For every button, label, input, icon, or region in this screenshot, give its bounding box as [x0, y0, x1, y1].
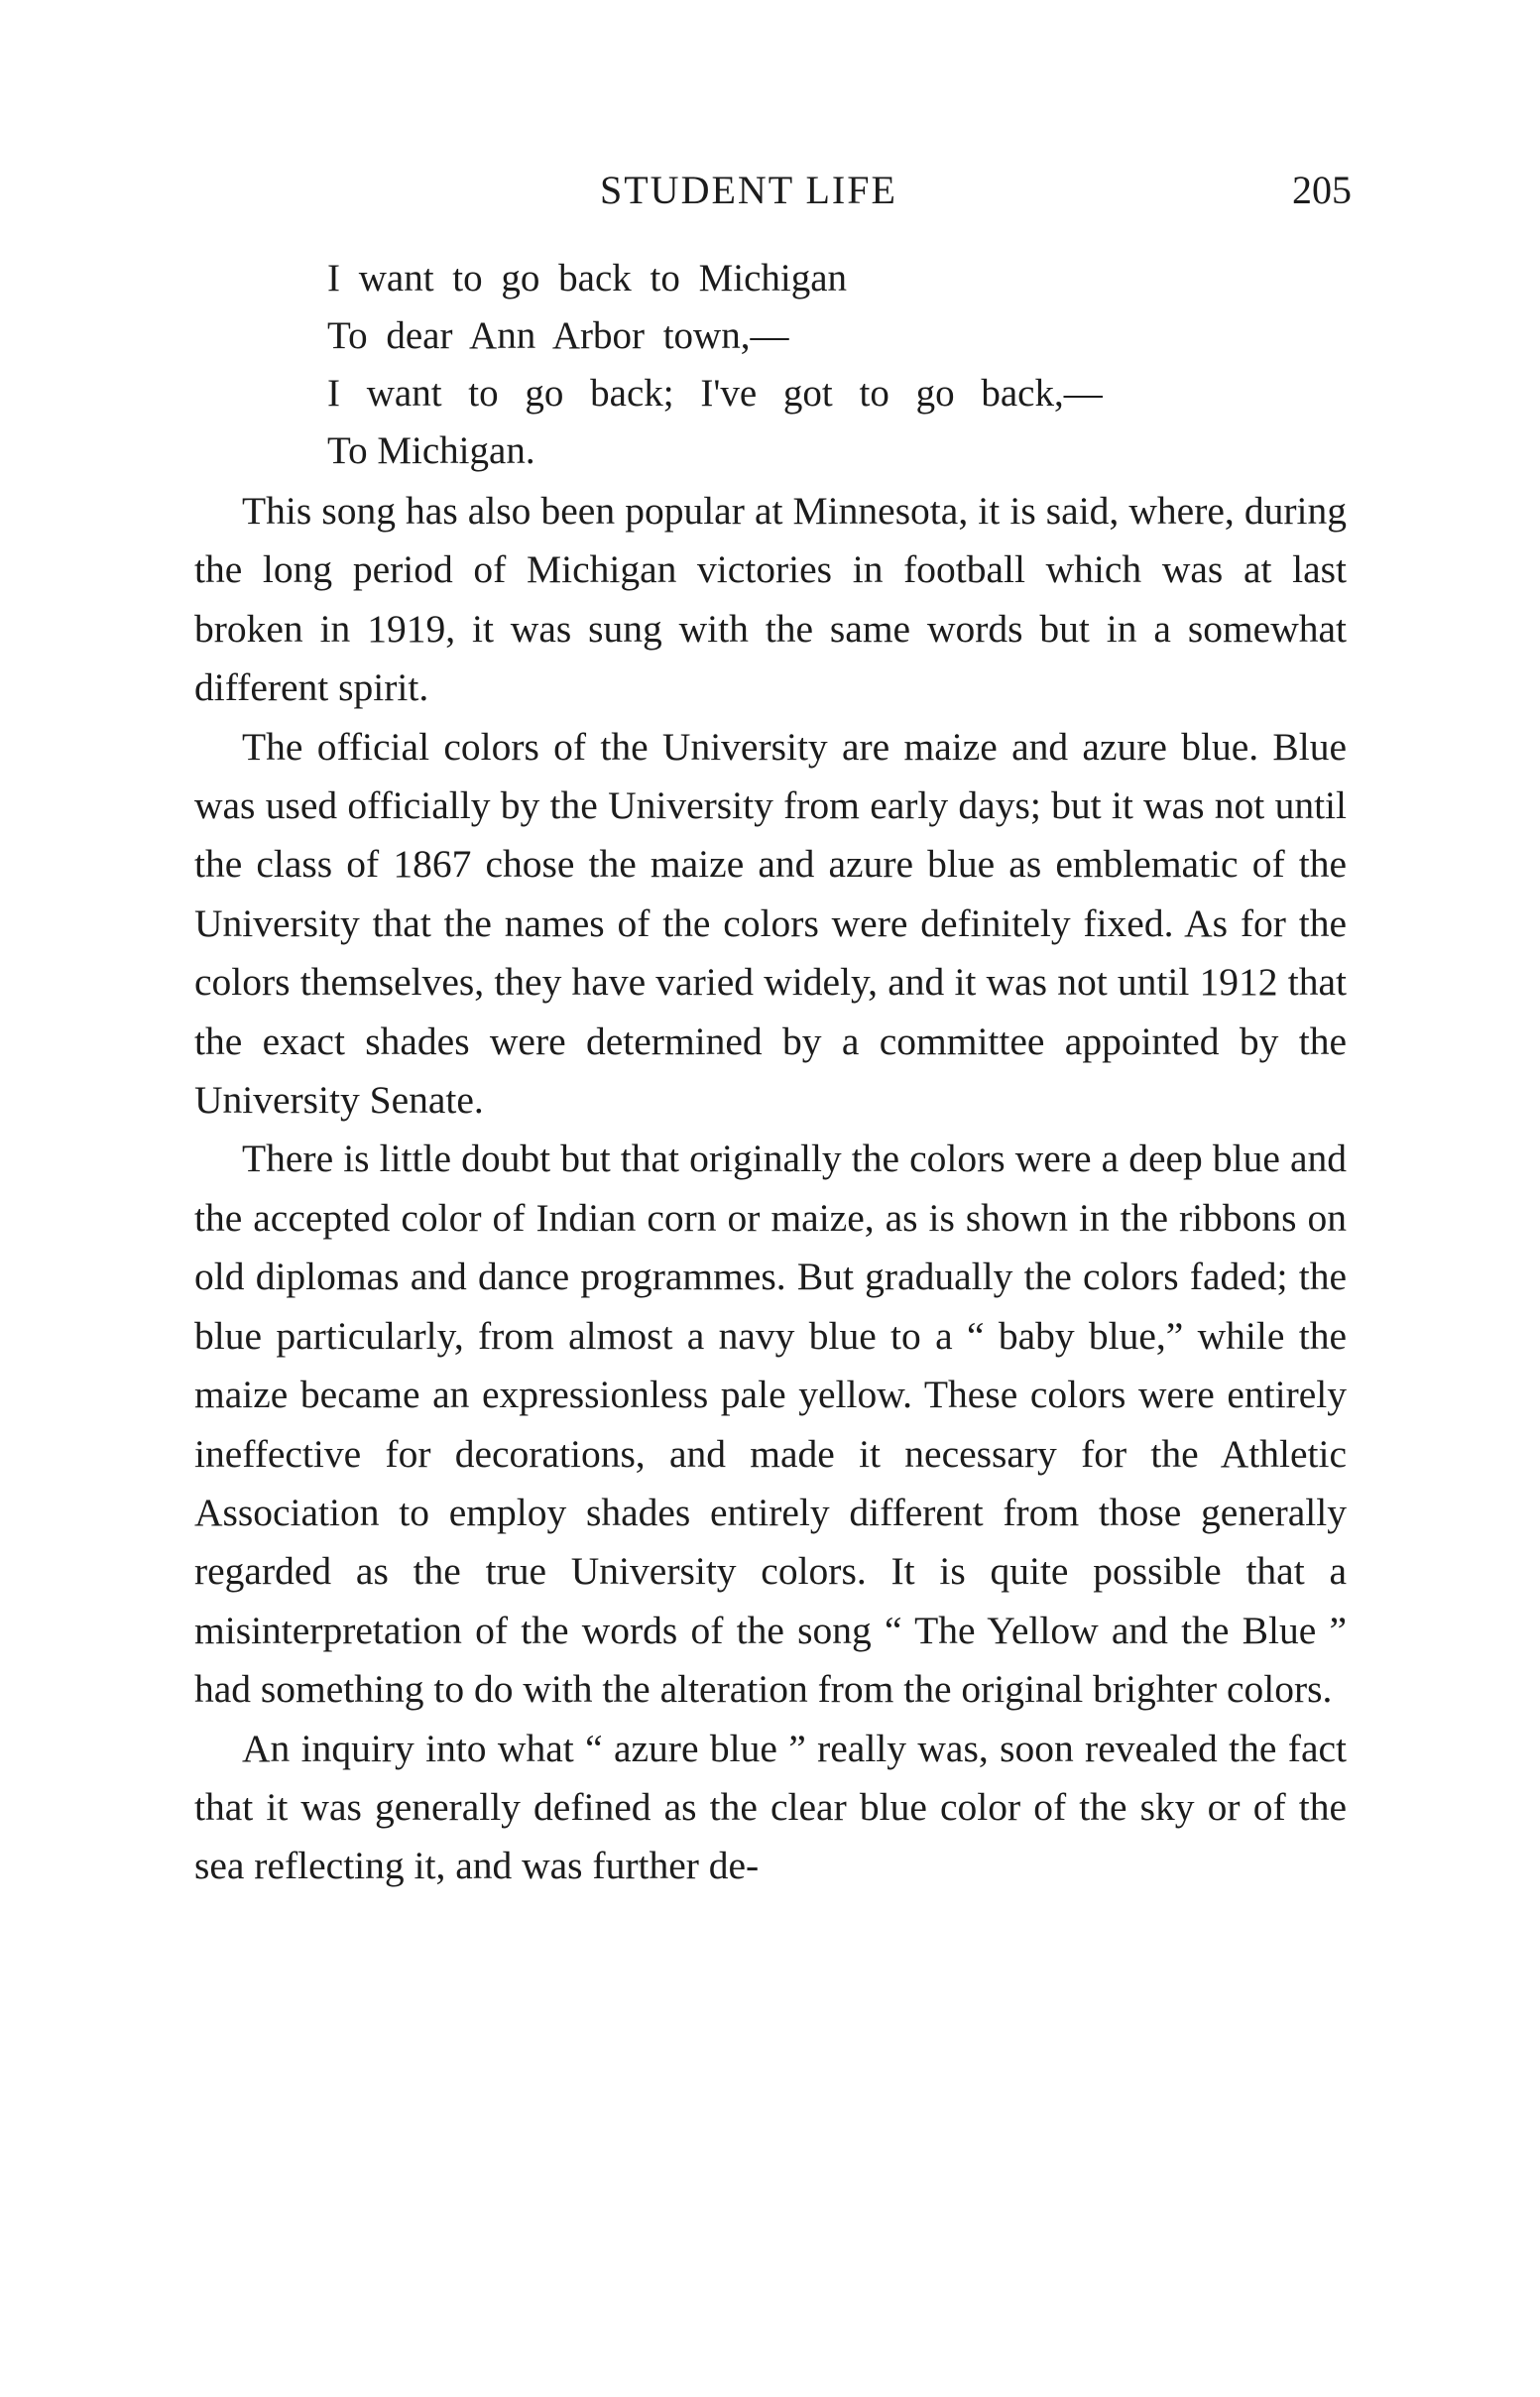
body-text [194, 482, 1347, 1896]
verse-line: I want to go back to Michigan [327, 257, 848, 300]
song-verse [327, 250, 1220, 480]
paragraph: This song has also been popular at Minnesota, it is said, where, during the long period of Michigan victories in football which was at last broken in 1919, it was sung with the same words but in a somewhat different spirit. [194, 489, 1347, 710]
verse-line: To dear Ann Arbor town,— [327, 314, 789, 357]
paragraph: The official colors of the University are maize and azure blue. Blue was used officially by the University from early days; but it was not until the class of 1867 chose the maize and azure blue as emblematic of the University that the names of the colors were definitely fixed. As for the colors themselves, they have varied widely, and it was not until 1912 that the exact shades were determined by a committee appointed by the University Senate. [194, 724, 1347, 1123]
verse-line: I want to go back; I've got to go back,— [327, 372, 1103, 415]
verse-line: To Michigan. [327, 429, 535, 472]
paragraph: There is little doubt but that originally the colors were a deep blue and the accepted color of Indian corn or maize, as is shown in the ribbons on old diplomas and dance programmes. But gradually the colors faded; the blue particularly, from almost a navy blue to a “ baby blue,” while the maize became an expressionless pale yellow. These colors were entirely ineffective for decorations, and made it necessary for the Athletic Association to employ shades entirely different from those generally regarded as the true University colors. It is quite possible that a misinterpretation of the words of the song “ The Yellow and the Blue ” had something to do with the alteration from the original brighter colors. [194, 1137, 1347, 1712]
paragraph: An inquiry into what “ azure blue ” really was, soon revealed the fact that it was generally defined as the clear blue color of the sky or of the sea reflecting it, and was further de- [194, 1726, 1347, 1888]
running-head: STUDENT LIFE [600, 168, 897, 212]
page-number: 205 [1292, 168, 1352, 212]
